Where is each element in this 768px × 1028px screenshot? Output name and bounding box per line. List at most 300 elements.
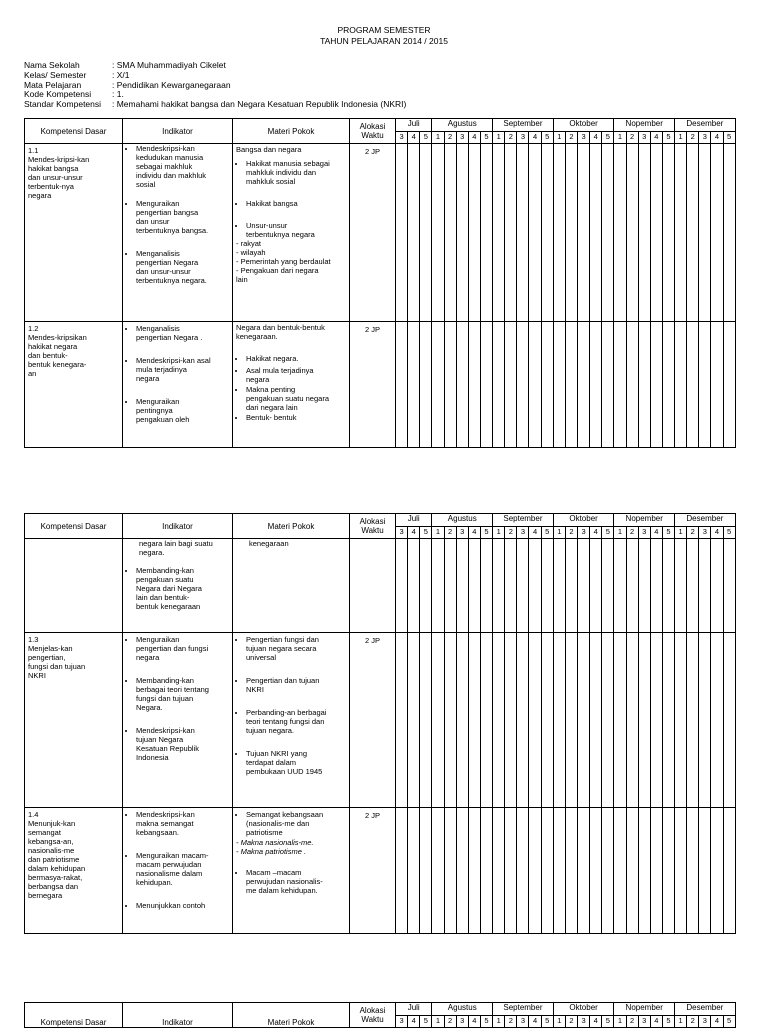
week-cell	[578, 322, 590, 448]
week-number: 5	[420, 1016, 432, 1028]
week-number: 4	[650, 132, 662, 144]
week-number: 1	[553, 1016, 565, 1028]
list-item: • Membanding-kan berbagai teori tentang fungsi dan tujuan Negara.	[136, 676, 232, 712]
list-item: • Mendeskripsi-kan asal mula terjadinya negara	[136, 356, 232, 383]
page-title: PROGRAM SEMESTER	[337, 25, 431, 35]
dash-item: - Pengakuan dari negara lain	[236, 266, 319, 284]
month-header: Juli	[396, 119, 432, 132]
week-number: 1	[553, 527, 565, 539]
week-cell	[638, 539, 650, 633]
list-item: • Perbanding-an berbagai teori tentang fungsi dan tujuan negara.	[246, 708, 349, 735]
meta-label: Nama Sekolah	[24, 60, 80, 70]
kd-cell	[25, 539, 123, 633]
week-cell	[687, 322, 699, 448]
month-header: Agustus	[432, 1003, 493, 1016]
week-number: 2	[565, 1016, 577, 1028]
week-number: 4	[590, 527, 602, 539]
week-number: 5	[723, 132, 735, 144]
indikator-cell	[123, 633, 233, 808]
week-number: 4	[650, 527, 662, 539]
week-number: 1	[432, 132, 444, 144]
materi-cell	[233, 633, 350, 808]
dash-text: Makna nasionalis-me.	[240, 838, 314, 847]
week-cell	[565, 322, 577, 448]
kd-number: 1.4	[28, 810, 39, 819]
week-cell	[517, 322, 529, 448]
list-item: • Mendeskripsi-kan tujuan Negara Kesatuan Republik Indonesia	[136, 726, 232, 762]
dash-text: Makna patriotisme .	[240, 847, 307, 856]
kd-text: Menjelas-kan pengertian, fungsi dan tujuan NKRI	[28, 644, 86, 680]
materi-cell	[233, 144, 350, 322]
week-number: 3	[578, 1016, 590, 1028]
week-number: 4	[408, 132, 420, 144]
table-row	[25, 144, 736, 322]
week-number: 4	[468, 1016, 480, 1028]
semester-table-3	[24, 1002, 736, 1028]
week-cell	[590, 808, 602, 934]
col-header-indikator: Indikator	[123, 514, 233, 539]
week-number: 4	[711, 132, 723, 144]
week-cell	[396, 539, 408, 633]
week-cell	[602, 144, 614, 322]
week-cell	[468, 539, 480, 633]
week-number: 3	[456, 1016, 468, 1028]
week-cell	[396, 808, 408, 934]
week-cell	[541, 808, 553, 934]
meta-label: Kode Kompetensi	[24, 89, 92, 100]
week-number: 4	[468, 132, 480, 144]
week-cell	[420, 322, 432, 448]
month-header: Juli	[396, 514, 432, 527]
week-cell	[711, 633, 723, 808]
month-header: Oktober	[553, 119, 614, 132]
week-number: 2	[626, 527, 638, 539]
document-meta	[24, 61, 406, 110]
week-number: 1	[675, 527, 687, 539]
week-cell	[505, 322, 517, 448]
week-number: 4	[711, 1016, 723, 1028]
week-number: 3	[456, 132, 468, 144]
week-cell	[432, 808, 444, 934]
week-number: 3	[699, 132, 711, 144]
continued-text: negara lain bagi suatu negara.	[139, 539, 213, 557]
week-number: 3	[578, 132, 590, 144]
week-cell	[517, 808, 529, 934]
meta-label: Mata Pelajaran	[24, 79, 82, 90]
meta-value: : Memahami hakikat bangsa dan Negara Kesatuan Republik Indonesia (NKRI)	[112, 99, 407, 110]
week-cell	[468, 808, 480, 934]
week-cell	[420, 633, 432, 808]
week-cell	[529, 322, 541, 448]
week-cell	[675, 633, 687, 808]
week-number: 2	[626, 1016, 638, 1028]
week-number: 2	[626, 132, 638, 144]
week-cell	[614, 322, 626, 448]
week-number: 1	[675, 132, 687, 144]
list-item: • Hakikat bangsa	[246, 199, 349, 208]
week-number: 5	[662, 132, 674, 144]
meta-value: : 1.	[112, 89, 124, 100]
week-number: 3	[517, 1016, 529, 1028]
week-number: 1	[493, 1016, 505, 1028]
kd-number: 1.1	[28, 146, 39, 155]
week-cell	[614, 144, 626, 322]
dash-item: - Makna patriotisme .	[236, 847, 307, 856]
week-cell	[626, 808, 638, 934]
list-item: • Asal mula terjadinya negara	[246, 366, 349, 384]
list-item: • Menguraikan pengertian bangsa dan unsur terbentuknya bangsa.	[136, 199, 232, 235]
col-header-kd: Kompetensi Dasar	[25, 1003, 123, 1028]
week-number: 1	[553, 132, 565, 144]
week-number: 5	[602, 1016, 614, 1028]
week-cell	[553, 322, 565, 448]
col-header-indikator: Indikator	[123, 1003, 233, 1028]
week-cell	[650, 633, 662, 808]
week-cell	[444, 322, 456, 448]
materi-dash-list	[233, 838, 349, 856]
week-cell	[493, 633, 505, 808]
week-cell	[456, 633, 468, 808]
list-item: • Pengertian dan tujuan NKRI	[246, 676, 349, 694]
week-number: 2	[444, 132, 456, 144]
materi-heading: Bangsa dan negara	[236, 145, 302, 154]
week-cell	[590, 633, 602, 808]
week-cell	[711, 808, 723, 934]
materi-cell	[233, 539, 350, 633]
col-header-alokasi: Alokasi Waktu	[350, 119, 396, 144]
week-cell	[614, 633, 626, 808]
week-number: 5	[541, 527, 553, 539]
month-header: Agustus	[432, 514, 493, 527]
table-row	[25, 322, 736, 448]
list-item: • Menganalisis pengertian Negara .	[136, 324, 232, 342]
week-cell	[480, 322, 492, 448]
week-number: 1	[614, 1016, 626, 1028]
week-cell	[432, 539, 444, 633]
week-number: 2	[505, 1016, 517, 1028]
month-header: Nopember	[614, 514, 675, 527]
list-item: • Makna penting pengakuan suatu negara dari negara lain	[246, 385, 349, 412]
week-cell	[505, 539, 517, 633]
week-cell	[565, 808, 577, 934]
week-cell	[602, 539, 614, 633]
week-cell	[638, 322, 650, 448]
semester-table-1	[24, 118, 736, 448]
indikator-cell	[123, 144, 233, 322]
indikator-cell	[123, 322, 233, 448]
week-cell	[711, 322, 723, 448]
col-header-materi: Materi Pokok	[233, 514, 350, 539]
week-number: 4	[529, 1016, 541, 1028]
week-cell	[638, 633, 650, 808]
week-cell	[456, 808, 468, 934]
list-item: • Menguraikan macam- macam perwujudan nasionalisme dalam kehidupan.	[136, 851, 232, 887]
week-number: 1	[493, 527, 505, 539]
meta-value: : X/1	[112, 69, 130, 80]
week-cell	[699, 539, 711, 633]
meta-value: : SMA Muhammadiyah Cikelet	[112, 60, 226, 70]
month-header: Nopember	[614, 1003, 675, 1016]
list-item: • Semangat kebangsaan (nasionalis-me dan patriotisme	[246, 810, 349, 837]
list-item: • Hakikat manusia sebagai mahkluk individu dan mahkluk sosial	[246, 159, 349, 186]
kd-cell	[25, 808, 123, 934]
week-number: 4	[408, 1016, 420, 1028]
materi-dash-list	[233, 239, 349, 284]
week-number: 1	[432, 1016, 444, 1028]
week-cell	[396, 322, 408, 448]
week-number: 3	[638, 1016, 650, 1028]
week-cell	[529, 633, 541, 808]
list-item: • Tujuan NKRI yang terdapat dalam pembukaan UUD 1945	[246, 749, 349, 776]
list-item: • Macam –macam perwujudan nasionalis- me dalam kehidupan.	[246, 868, 349, 895]
week-cell	[662, 808, 674, 934]
week-cell	[480, 633, 492, 808]
week-cell	[578, 808, 590, 934]
table-row	[25, 808, 736, 934]
week-cell	[505, 808, 517, 934]
week-number: 2	[444, 527, 456, 539]
week-number: 3	[517, 132, 529, 144]
week-cell	[444, 633, 456, 808]
col-header-alokasi: Alokasi Waktu	[350, 514, 396, 539]
week-cell	[578, 539, 590, 633]
week-cell	[480, 144, 492, 322]
week-cell	[626, 539, 638, 633]
week-cell	[626, 144, 638, 322]
kd-number: 1.2	[28, 324, 39, 333]
month-header: September	[493, 119, 554, 132]
week-cell	[505, 633, 517, 808]
week-number: 3	[699, 527, 711, 539]
week-cell	[553, 808, 565, 934]
week-number: 2	[505, 132, 517, 144]
week-cell	[517, 539, 529, 633]
week-cell	[493, 808, 505, 934]
week-cell	[517, 633, 529, 808]
week-cell	[650, 539, 662, 633]
week-cell	[699, 633, 711, 808]
week-cell	[699, 144, 711, 322]
indikator-cell	[123, 808, 233, 934]
week-cell	[456, 144, 468, 322]
week-number: 3	[638, 132, 650, 144]
week-number: 1	[614, 527, 626, 539]
week-cell	[493, 539, 505, 633]
week-cell	[602, 322, 614, 448]
week-number: 5	[541, 132, 553, 144]
col-header-materi: Materi Pokok	[233, 1003, 350, 1028]
month-header: Desember	[675, 119, 736, 132]
col-header-materi: Materi Pokok	[233, 119, 350, 144]
col-header-kd: Kompetensi Dasar	[25, 119, 123, 144]
week-cell	[529, 144, 541, 322]
week-cell	[662, 633, 674, 808]
week-cell	[565, 539, 577, 633]
materi-cell	[233, 322, 350, 448]
week-number: 5	[480, 132, 492, 144]
week-number: 5	[541, 1016, 553, 1028]
col-header-alokasi: Alokasi Waktu	[350, 1003, 396, 1028]
week-number: 5	[420, 132, 432, 144]
week-cell	[626, 322, 638, 448]
week-number: 2	[687, 527, 699, 539]
week-cell	[480, 539, 492, 633]
week-number: 4	[590, 1016, 602, 1028]
week-cell	[529, 539, 541, 633]
list-item: • Menunjukkan contoh	[136, 901, 232, 910]
materi-heading: Negara dan bentuk-bentuk kenegaraan.	[236, 323, 325, 341]
week-cell	[468, 322, 480, 448]
week-number: 1	[675, 1016, 687, 1028]
col-header-kd: Kompetensi Dasar	[25, 514, 123, 539]
week-cell	[529, 808, 541, 934]
week-cell	[541, 539, 553, 633]
week-number: 2	[444, 1016, 456, 1028]
kd-text: Menunjuk-kan semangat kebangsa-an, nasionalis-me dan patriotisme dalam kehidupan bermasya-rakat, berbangsa dan bernegara	[28, 819, 86, 900]
week-cell	[675, 539, 687, 633]
week-number: 3	[517, 527, 529, 539]
week-number: 5	[480, 527, 492, 539]
dash-item: - Pemerintah yang berdaulat	[236, 257, 331, 266]
table-row	[25, 633, 736, 808]
month-header: Juli	[396, 1003, 432, 1016]
list-item: • Mendeskripsi-kan makna semangat kebangsaan.	[136, 810, 232, 837]
week-cell	[408, 539, 420, 633]
meta-label: Kelas/ Semester	[24, 69, 87, 80]
week-cell	[432, 144, 444, 322]
week-cell	[626, 633, 638, 808]
week-cell	[468, 633, 480, 808]
week-number: 5	[723, 527, 735, 539]
semester-table-2	[24, 513, 736, 934]
month-header: Agustus	[432, 119, 493, 132]
week-cell	[565, 633, 577, 808]
dash-item: - rakyat	[236, 239, 262, 248]
week-number: 4	[650, 1016, 662, 1028]
week-number: 2	[687, 1016, 699, 1028]
meta-label: Standar Kompetensi	[24, 99, 102, 110]
week-number: 4	[468, 527, 480, 539]
col-header-indikator: Indikator	[123, 119, 233, 144]
week-cell	[408, 633, 420, 808]
week-cell	[456, 539, 468, 633]
week-cell	[408, 808, 420, 934]
month-header: Oktober	[553, 1003, 614, 1016]
week-cell	[723, 322, 735, 448]
alokasi-cell: 2 JP	[350, 808, 396, 934]
week-cell	[553, 633, 565, 808]
week-cell	[699, 808, 711, 934]
week-cell	[456, 322, 468, 448]
week-cell	[687, 144, 699, 322]
week-cell	[662, 144, 674, 322]
week-cell	[444, 144, 456, 322]
month-header: September	[493, 514, 554, 527]
week-cell	[565, 144, 577, 322]
week-cell	[408, 144, 420, 322]
kd-cell	[25, 633, 123, 808]
kd-number: 1.3	[28, 635, 39, 644]
week-cell	[723, 633, 735, 808]
week-cell	[444, 539, 456, 633]
week-cell	[687, 808, 699, 934]
list-item: • Mendeskripsi-kan kedudukan manusia sebagai makhluk individu dan makhluk sosial	[136, 144, 232, 189]
week-number: 3	[396, 1016, 408, 1028]
table-row	[25, 539, 736, 633]
kd-cell	[25, 322, 123, 448]
week-cell	[638, 808, 650, 934]
week-cell	[420, 144, 432, 322]
week-number: 5	[602, 132, 614, 144]
kd-text: Mendes-kripsikan hakikat negara dan bentuk- bentuk kenegara- an	[28, 333, 87, 378]
week-number: 5	[662, 1016, 674, 1028]
week-cell	[723, 539, 735, 633]
week-cell	[468, 144, 480, 322]
alokasi-cell: 2 JP	[350, 144, 396, 322]
week-cell	[578, 633, 590, 808]
week-number: 1	[432, 527, 444, 539]
week-cell	[541, 633, 553, 808]
week-cell	[493, 322, 505, 448]
week-cell	[723, 808, 735, 934]
list-item: • Hakikat negara.	[246, 354, 349, 363]
week-cell	[638, 144, 650, 322]
week-cell	[541, 322, 553, 448]
meta-value: : Pendidikan Kewarganegaraan	[112, 79, 231, 90]
week-number: 3	[638, 527, 650, 539]
week-number: 2	[565, 527, 577, 539]
week-cell	[590, 539, 602, 633]
week-number: 2	[687, 132, 699, 144]
week-cell	[420, 539, 432, 633]
month-header: Desember	[675, 514, 736, 527]
page-subtitle: TAHUN PELAJARAN 2014 / 2015	[320, 36, 448, 46]
week-cell	[578, 144, 590, 322]
week-number: 3	[396, 132, 408, 144]
week-number: 1	[614, 132, 626, 144]
kd-cell	[25, 144, 123, 322]
week-number: 4	[529, 527, 541, 539]
week-cell	[432, 322, 444, 448]
list-item: • Menganalisis pengertian Negara dan unsur-unsur terbentuknya negara.	[136, 249, 232, 285]
week-cell	[614, 539, 626, 633]
alokasi-cell	[350, 539, 396, 633]
week-cell	[396, 144, 408, 322]
week-cell	[541, 144, 553, 322]
week-number: 1	[493, 132, 505, 144]
week-number: 4	[408, 527, 420, 539]
month-header: Nopember	[614, 119, 675, 132]
alokasi-cell: 2 JP	[350, 322, 396, 448]
week-cell	[723, 144, 735, 322]
week-number: 2	[565, 132, 577, 144]
week-cell	[493, 144, 505, 322]
list-item: • Membanding-kan pengakuan suatu Negara dari Negara lain dan bentuk- bentuk kenegaraan	[136, 566, 232, 611]
week-cell	[517, 144, 529, 322]
week-number: 3	[578, 527, 590, 539]
week-number: 4	[529, 132, 541, 144]
week-cell	[505, 144, 517, 322]
week-cell	[480, 808, 492, 934]
week-number: 5	[723, 1016, 735, 1028]
week-number: 2	[505, 527, 517, 539]
week-cell	[590, 322, 602, 448]
week-number: 4	[711, 527, 723, 539]
week-number: 4	[590, 132, 602, 144]
week-cell	[614, 808, 626, 934]
week-number: 5	[662, 527, 674, 539]
week-cell	[675, 322, 687, 448]
